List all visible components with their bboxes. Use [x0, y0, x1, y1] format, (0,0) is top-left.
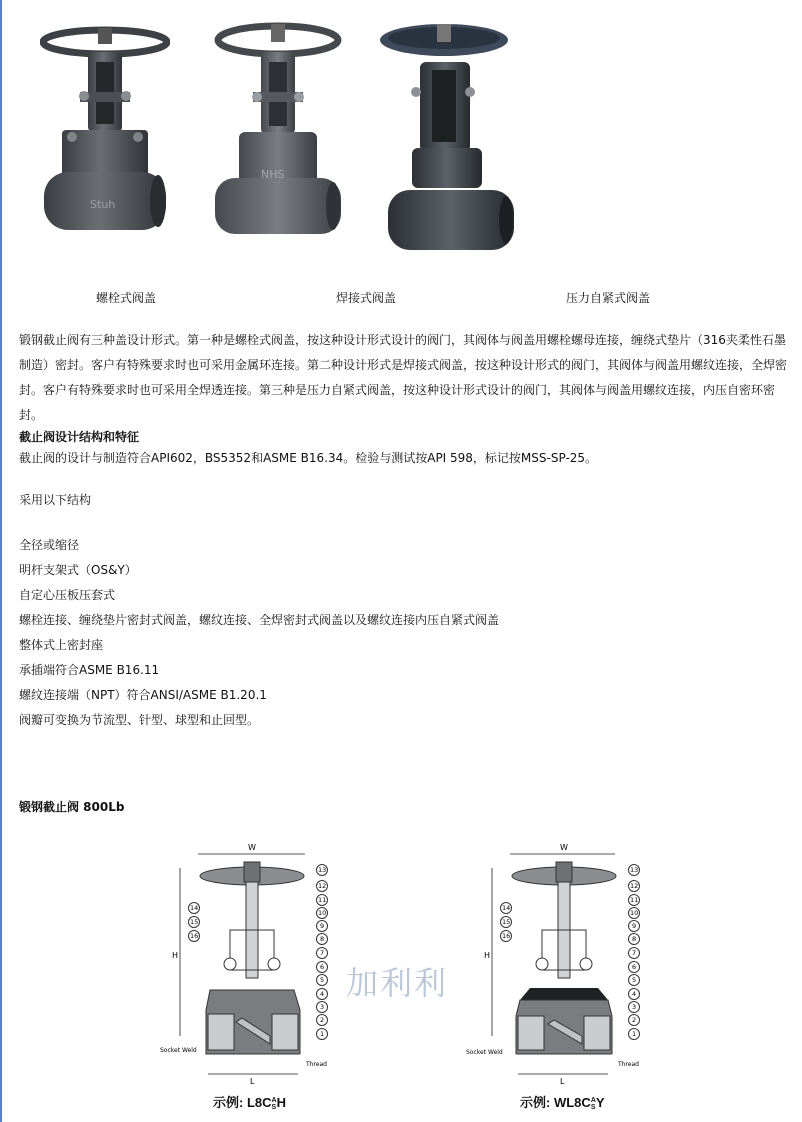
svg-text:9: 9: [632, 922, 637, 930]
feature-item: 螺栓连接、缠绕垫片密封式阀盖，螺纹连接、全焊密封式阀盖以及螺纹连接内压自紧式阀盖: [19, 613, 500, 627]
svg-text:15: 15: [502, 918, 511, 926]
svg-text:3: 3: [632, 1003, 637, 1011]
thread-label: Thread: [618, 1061, 639, 1068]
svg-text:6: 6: [632, 963, 637, 971]
intro-paragraph: 锻钢截止阀有三种盖设计形式。第一种是螺栓式阀盖，按这种设计形式设计的阀门，其阀体与阀盖用螺栓螺母连接，缠绕式垫片（316夹柔性石墨制造）密封。客户有特殊要求时也可采用金属环连接。第二种设计形式是焊接式阀盖，按这种设计形式的阀门，其阀体与阀盖用螺纹连接，全焊密封。客户有特殊要求时也可采用全焊透连接。第三种是压力自紧式阀盖，按这种设计形式设计的阀门，其阀体与阀盖用螺纹连接，内压自密环密封。: [19, 333, 788, 422]
bolted-bonnet-valve-photo: [40, 22, 170, 237]
svg-text:5: 5: [320, 976, 325, 984]
svg-text:2: 2: [632, 1016, 637, 1024]
feature-item: 整体式上密封座: [19, 638, 104, 652]
valve-body-marking: NHS: [261, 168, 285, 181]
example-prefix: 示例:: [520, 1095, 551, 1110]
model-fraction-bottom: S: [590, 1103, 596, 1111]
model-fraction-top: A: [590, 1096, 596, 1104]
model-code: WL8C: [553, 1095, 591, 1110]
pressure-seal-valve-photo: [380, 18, 520, 256]
valve-body-marking: Stuh: [90, 198, 116, 211]
model-code: L8C: [246, 1095, 272, 1110]
svg-text:5: 5: [632, 976, 637, 984]
dim-h-label: H: [484, 951, 491, 960]
valve-caption-welded: 焊接式阀盖: [336, 291, 397, 305]
svg-text:16: 16: [502, 932, 511, 940]
svg-text:12: 12: [318, 882, 327, 890]
svg-text:3: 3: [320, 1003, 325, 1011]
svg-text:7: 7: [632, 949, 637, 957]
valve-drawing-left: [150, 840, 350, 1102]
svg-text:14: 14: [502, 904, 511, 912]
svg-text:7: 7: [320, 949, 325, 957]
svg-text:16: 16: [190, 932, 199, 940]
watermark-text: 加利利: [346, 964, 449, 1002]
svg-text:15: 15: [190, 918, 199, 926]
dim-w-label: W: [560, 843, 568, 852]
example-prefix: 示例:: [213, 1095, 244, 1110]
model-suffix: H: [276, 1095, 286, 1110]
svg-text:6: 6: [320, 963, 325, 971]
svg-text:1: 1: [632, 1030, 637, 1038]
svg-text:8: 8: [632, 935, 637, 943]
svg-text:2: 2: [320, 1016, 325, 1024]
svg-text:1: 1: [320, 1030, 325, 1038]
feature-item: 明杆支架式（OS&Y）: [19, 563, 137, 577]
design-standard-text: 截止阀的设计与制造符合API602，BS5352和ASME B16.34。检验与测试按API 598，标记按MSS-SP-25。: [19, 451, 598, 465]
model-suffix: Y: [595, 1095, 605, 1110]
structure-lead-text: 采用以下结构: [19, 493, 92, 507]
feature-item: 全径或缩径: [19, 538, 80, 552]
valve-caption-bolted: 螺栓式阀盖: [96, 291, 157, 305]
svg-text:10: 10: [630, 909, 639, 917]
svg-text:13: 13: [318, 866, 327, 874]
welded-bonnet-valve-photo: [213, 18, 343, 240]
dim-l-label: L: [560, 1077, 565, 1086]
section-title-800lb: 锻钢截止阀 800Lb: [19, 800, 125, 814]
dim-w-label: W: [248, 843, 256, 852]
model-fraction-bottom: S: [271, 1103, 277, 1111]
svg-text:11: 11: [318, 896, 327, 904]
thread-label: Thread: [306, 1061, 327, 1068]
valve-drawing-right: [460, 840, 660, 1102]
section-title-design: 截止阀设计结构和特征: [19, 430, 140, 444]
feature-item: 自定心压板压套式: [19, 588, 116, 602]
feature-item: 承插端符合ASME B16.11: [19, 663, 160, 677]
svg-text:9: 9: [320, 922, 325, 930]
valve-photo-row: [0, 0, 802, 305]
socket-weld-label: Socket Weld: [160, 1047, 197, 1054]
svg-text:10: 10: [318, 909, 327, 917]
feature-item: 螺纹连接端（NPT）符合ANSI/ASME B1.20.1: [19, 688, 267, 702]
model-example-right: [520, 1092, 605, 1111]
svg-text:12: 12: [630, 882, 639, 890]
svg-text:8: 8: [320, 935, 325, 943]
dim-h-label: H: [172, 951, 179, 960]
svg-text:4: 4: [632, 990, 637, 998]
svg-text:13: 13: [630, 866, 639, 874]
socket-weld-label: Socket Weld: [466, 1049, 503, 1056]
model-fraction-top: A: [271, 1096, 277, 1104]
svg-text:14: 14: [190, 904, 199, 912]
svg-text:4: 4: [320, 990, 325, 998]
feature-item: 阀瓣可变换为节流型、针型、球型和止回型。: [19, 713, 260, 727]
valve-caption-pressure-seal: 压力自紧式阀盖: [566, 291, 651, 305]
dim-l-label: L: [250, 1077, 255, 1086]
svg-text:11: 11: [630, 896, 639, 904]
model-example-left: [213, 1092, 286, 1111]
